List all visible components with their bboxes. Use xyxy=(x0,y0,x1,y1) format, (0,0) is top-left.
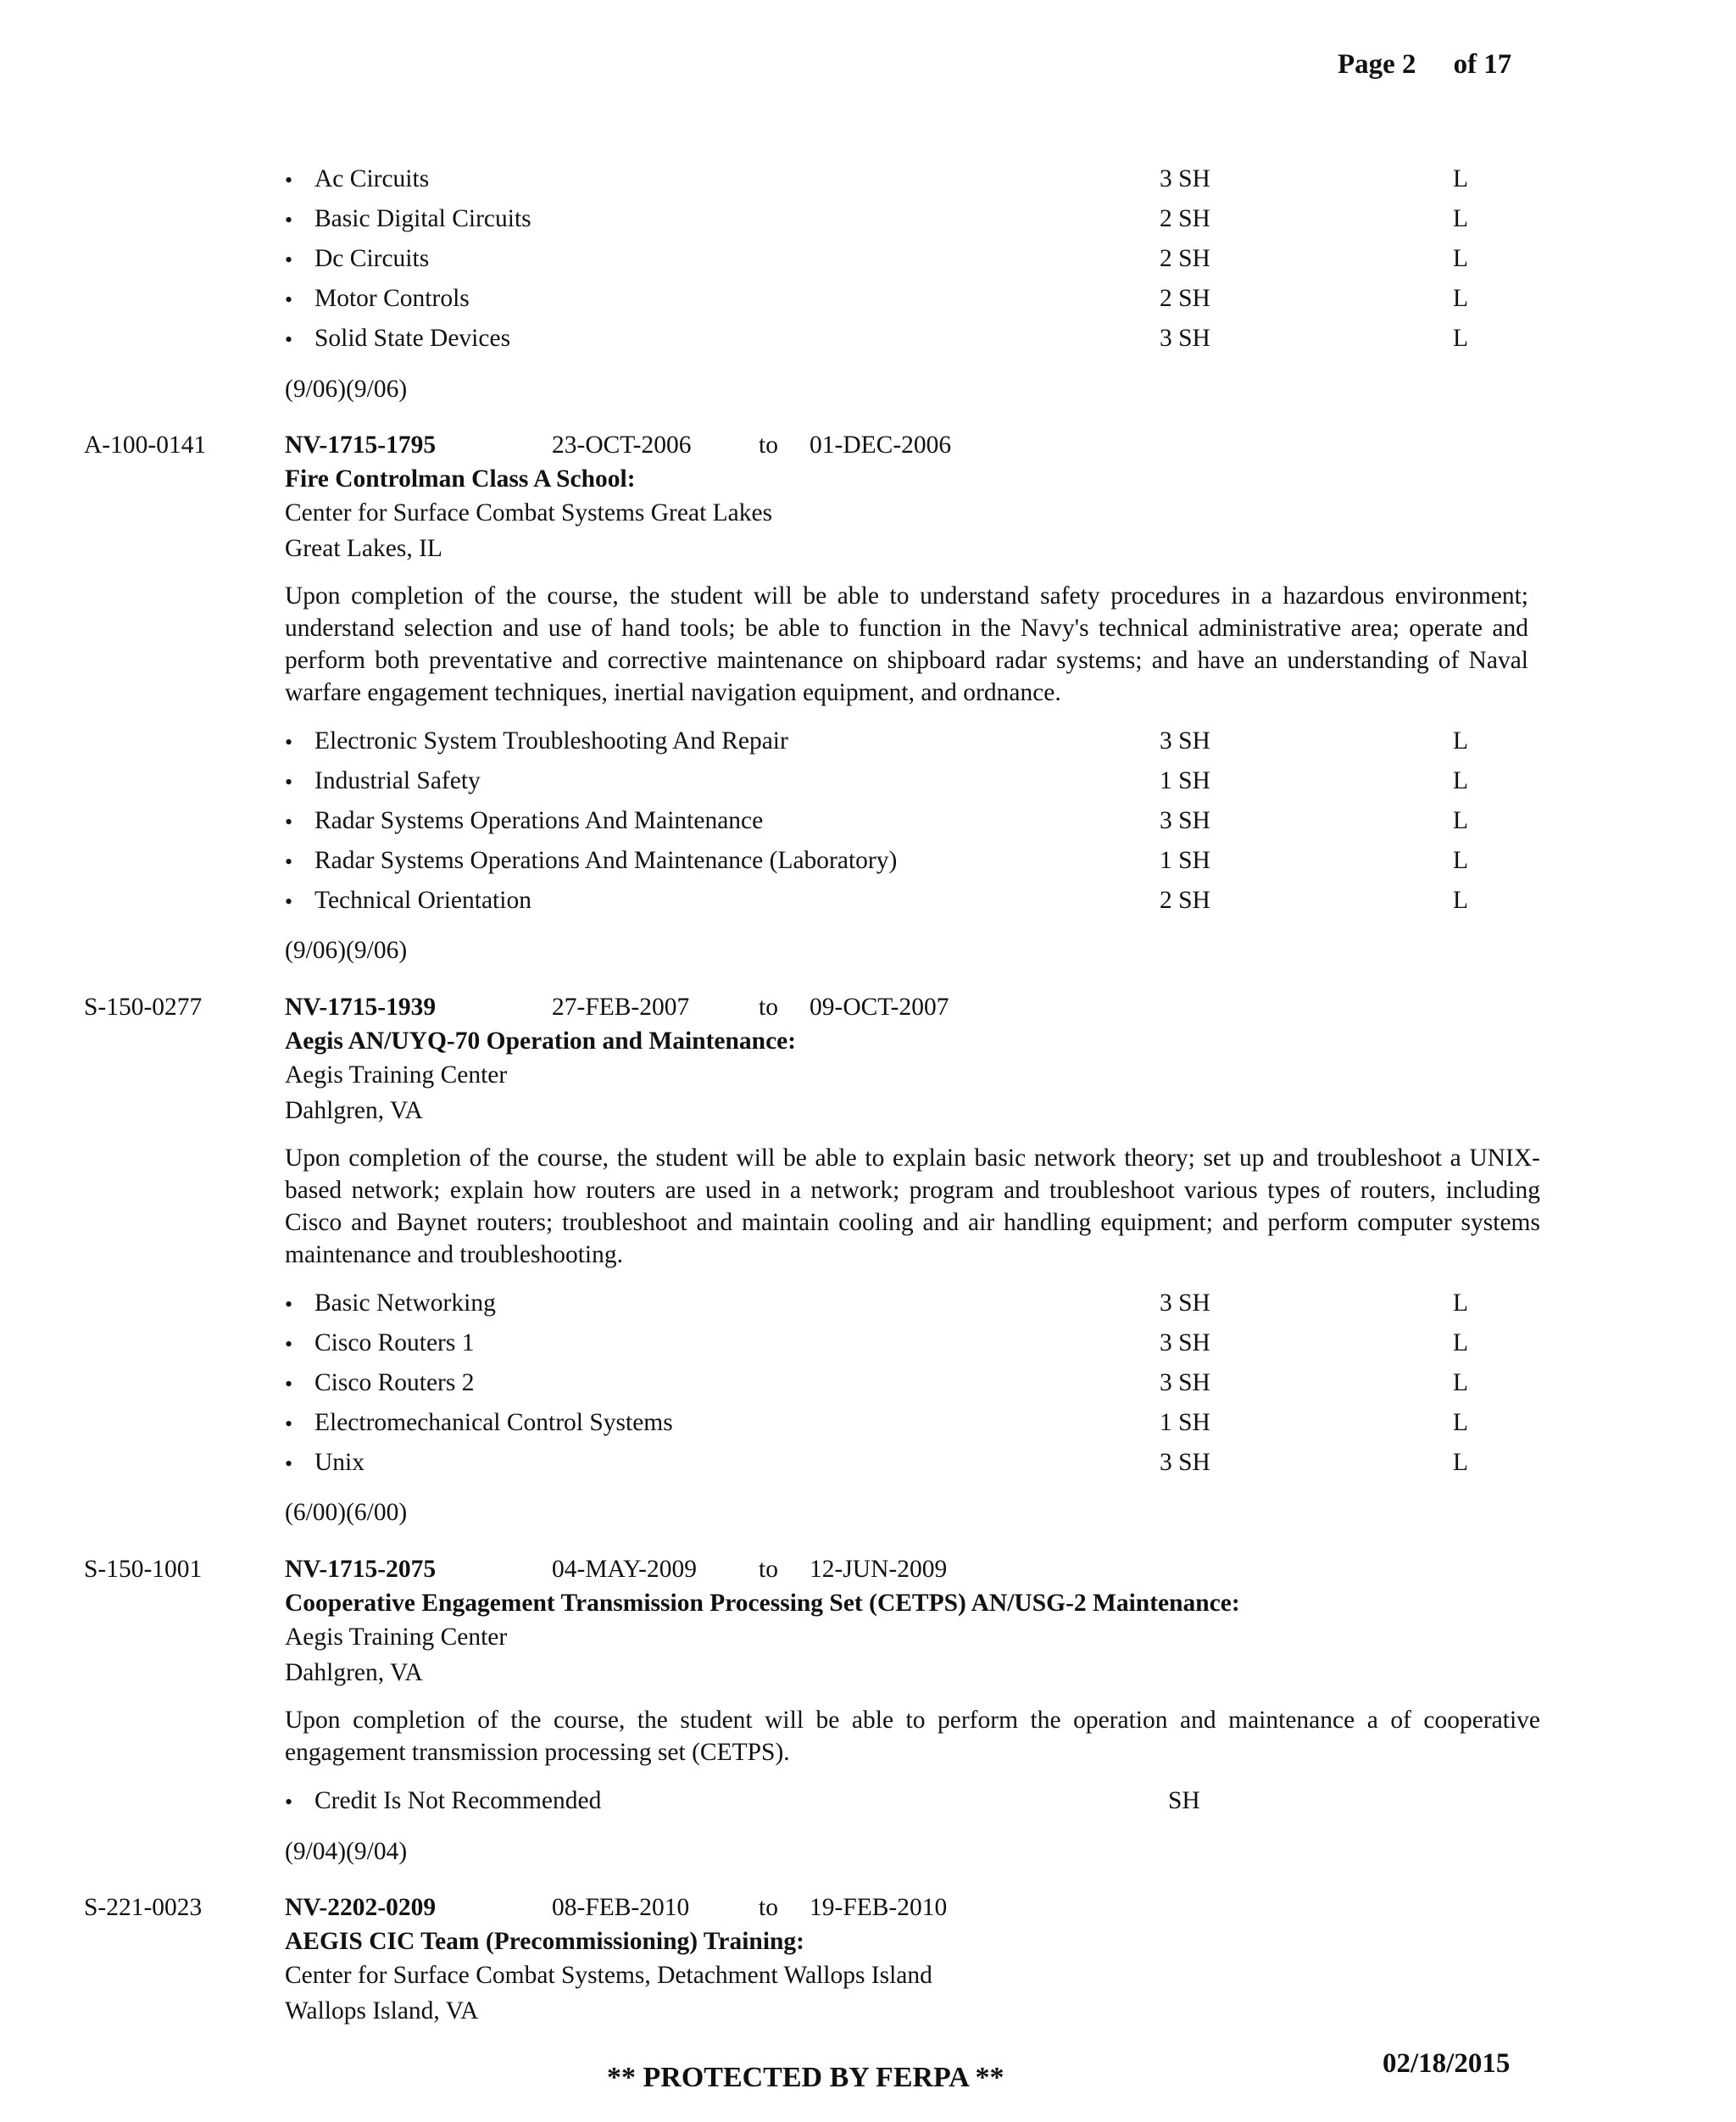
bullet-icon: • xyxy=(285,1292,293,1317)
subject-credit: 2 SH xyxy=(1160,285,1210,312)
course-city: Wallops Island, VA xyxy=(285,1997,479,2025)
subject-level: L xyxy=(1453,887,1469,914)
subject-level: L xyxy=(1453,1449,1469,1476)
page-label: Page 2 xyxy=(1338,49,1416,80)
subject-row xyxy=(0,1331,1736,1365)
end-date: 01-DEC-2006 xyxy=(810,432,952,459)
subject-credit: 3 SH xyxy=(1160,165,1210,192)
page-total-label: of 17 xyxy=(1453,49,1512,80)
subject-name: Basic Networking xyxy=(314,1289,496,1317)
subject-level: L xyxy=(1453,1289,1469,1317)
subject-name: Industrial Safety xyxy=(314,767,481,794)
course-location: Center for Surface Combat Systems, Detachment Wallops Island xyxy=(285,1962,932,1989)
course-location: Center for Surface Combat Systems Great Lakes xyxy=(285,499,773,526)
start-date: 23-OCT-2006 xyxy=(552,432,692,459)
revision-code: (6/00)(6/00) xyxy=(285,1499,408,1526)
subject-level: L xyxy=(1453,1369,1469,1396)
subject-name: Electronic System Troubleshooting And Repair xyxy=(314,727,788,755)
course-id: S-150-1001 xyxy=(84,1556,203,1583)
subject-row xyxy=(0,1789,1736,1823)
subject-name: Cisco Routers 1 xyxy=(314,1329,475,1356)
subject-row xyxy=(0,729,1736,763)
course-description: Upon completion of the course, the student will be able to perform the operation and maintenance a of cooperative engagement transmission processing set (CETPS). xyxy=(285,1707,1540,1766)
subject-row xyxy=(0,207,1736,241)
bullet-icon: • xyxy=(285,810,293,834)
bullet-icon: • xyxy=(285,1372,293,1396)
bullet-icon: • xyxy=(285,1332,293,1356)
subject-name: Solid State Devices xyxy=(314,325,511,352)
end-date: 09-OCT-2007 xyxy=(810,994,949,1021)
subject-credit: 3 SH xyxy=(1160,325,1210,352)
course-location: Aegis Training Center xyxy=(285,1061,508,1089)
subject-row xyxy=(0,1291,1736,1325)
subject-row xyxy=(0,888,1736,922)
page-number-header xyxy=(1338,51,1511,79)
course-city: Great Lakes, IL xyxy=(285,535,442,562)
course-description: Upon completion of the course, the student will be able to understand safety procedures in a hazardous environment; understand selection and use of hand tools; be able to function in the Navy's technical administrative area; operate and perform both preventative and corrective maintenance on shipboard radar systems; and have an understanding of Naval warfare engagement techniques, inertial navigation equipment, and ordnance. xyxy=(285,582,1528,706)
subject-level: L xyxy=(1453,245,1469,272)
bullet-icon: • xyxy=(285,1412,293,1436)
bullet-icon: • xyxy=(285,208,293,232)
revision-code: (9/06)(9/06) xyxy=(285,376,408,403)
subject-row xyxy=(0,809,1736,843)
subject-level: L xyxy=(1453,1409,1469,1436)
subject-name: Unix xyxy=(314,1449,364,1476)
ferpa-notice: ** PROTECTED BY FERPA ** xyxy=(607,2062,1004,2093)
bullet-icon: • xyxy=(285,849,293,874)
subject-credit: 3 SH xyxy=(1160,807,1210,834)
course-title: Cooperative Engagement Transmission Processing Set (CETPS) AN/USG-2 Maintenance: xyxy=(285,1590,1240,1617)
bullet-icon: • xyxy=(285,1451,293,1476)
date-separator: to xyxy=(759,1894,778,1921)
subject-credit: 3 SH xyxy=(1160,1369,1210,1396)
bullet-icon: • xyxy=(285,730,293,755)
subject-row xyxy=(0,287,1736,320)
course-number: NV-2202-0209 xyxy=(285,1894,437,1921)
subject-name: Radar Systems Operations And Maintenance (Laboratory) xyxy=(314,847,898,874)
course-title: Aegis AN/UYQ-70 Operation and Maintenance: xyxy=(285,1028,797,1055)
date-separator: to xyxy=(759,994,778,1021)
start-date: 08-FEB-2010 xyxy=(552,1894,690,1921)
course-id: S-221-0023 xyxy=(84,1894,203,1921)
subject-level: L xyxy=(1453,205,1469,232)
bullet-icon: • xyxy=(285,889,293,914)
subject-level: L xyxy=(1453,325,1469,352)
course-id: S-150-0277 xyxy=(84,994,203,1021)
subject-name: Radar Systems Operations And Maintenance xyxy=(314,807,764,834)
subject-name: Basic Digital Circuits xyxy=(314,205,531,232)
subject-row xyxy=(0,1371,1736,1405)
subject-level: L xyxy=(1453,165,1469,192)
bullet-icon: • xyxy=(285,770,293,794)
course-location: Aegis Training Center xyxy=(285,1624,508,1651)
subject-level: L xyxy=(1453,727,1469,755)
subject-name: Dc Circuits xyxy=(314,245,430,272)
end-date: 12-JUN-2009 xyxy=(810,1556,948,1583)
print-date: 02/18/2015 xyxy=(1383,2048,1511,2079)
date-separator: to xyxy=(759,432,778,459)
subject-level: L xyxy=(1453,285,1469,312)
subject-credit: 2 SH xyxy=(1160,205,1210,232)
subject-level: L xyxy=(1453,767,1469,794)
subject-credit: 3 SH xyxy=(1160,727,1210,755)
subject-level: L xyxy=(1453,847,1469,874)
subject-credit: 3 SH xyxy=(1160,1449,1210,1476)
subject-row xyxy=(0,326,1736,360)
bullet-icon: • xyxy=(285,168,293,192)
course-number: NV-1715-1795 xyxy=(285,432,437,459)
subject-row xyxy=(0,1451,1736,1484)
subject-name: Technical Orientation xyxy=(314,887,531,914)
end-date: 19-FEB-2010 xyxy=(810,1894,948,1921)
course-id: A-100-0141 xyxy=(84,432,207,459)
course-description: Upon completion of the course, the student will be able to explain basic network theory; set up and troubleshoot a UNIX-based network; explain how routers are used in a network; program and troubleshoot various types of routers, including Cisco and Baynet routers; troubleshoot and maintain cooling and air handling equipment; and perform computer systems maintenance and troubleshooting. xyxy=(285,1145,1540,1268)
subject-name: Cisco Routers 2 xyxy=(314,1369,475,1396)
subject-credit: 2 SH xyxy=(1160,245,1210,272)
revision-code: (9/04)(9/04) xyxy=(285,1838,408,1865)
subject-name: Credit Is Not Recommended xyxy=(314,1787,602,1814)
subject-credit: 1 SH xyxy=(1160,1409,1210,1436)
revision-code: (9/06)(9/06) xyxy=(285,937,408,964)
subject-row xyxy=(0,247,1736,281)
start-date: 04-MAY-2009 xyxy=(552,1556,698,1583)
subject-name: Ac Circuits xyxy=(314,165,430,192)
bullet-icon: • xyxy=(285,287,293,312)
start-date: 27-FEB-2007 xyxy=(552,994,690,1021)
subject-row xyxy=(0,769,1736,803)
subject-level: L xyxy=(1453,807,1469,834)
course-number: NV-1715-2075 xyxy=(285,1556,437,1583)
subject-level: L xyxy=(1453,1329,1469,1356)
subject-credit: 1 SH xyxy=(1160,847,1210,874)
subject-credit: 3 SH xyxy=(1160,1329,1210,1356)
subject-credit: 1 SH xyxy=(1160,767,1210,794)
course-city: Dahlgren, VA xyxy=(285,1659,423,1686)
subject-row xyxy=(0,1411,1736,1445)
subject-name: Motor Controls xyxy=(314,285,470,312)
subject-credit: 2 SH xyxy=(1160,887,1210,914)
bullet-icon: • xyxy=(285,248,293,272)
subject-row xyxy=(0,167,1736,201)
course-city: Dahlgren, VA xyxy=(285,1097,423,1124)
course-title: AEGIS CIC Team (Precommissioning) Training: xyxy=(285,1928,805,1955)
bullet-icon: • xyxy=(285,1790,293,1814)
subject-credit: 3 SH xyxy=(1160,1289,1210,1317)
course-number: NV-1715-1939 xyxy=(285,994,437,1021)
subject-name: Electromechanical Control Systems xyxy=(314,1409,673,1436)
subject-credit: SH xyxy=(1168,1787,1200,1814)
bullet-icon: • xyxy=(285,327,293,352)
subject-row xyxy=(0,849,1736,883)
date-separator: to xyxy=(759,1556,778,1583)
course-title: Fire Controlman Class A School: xyxy=(285,465,636,493)
